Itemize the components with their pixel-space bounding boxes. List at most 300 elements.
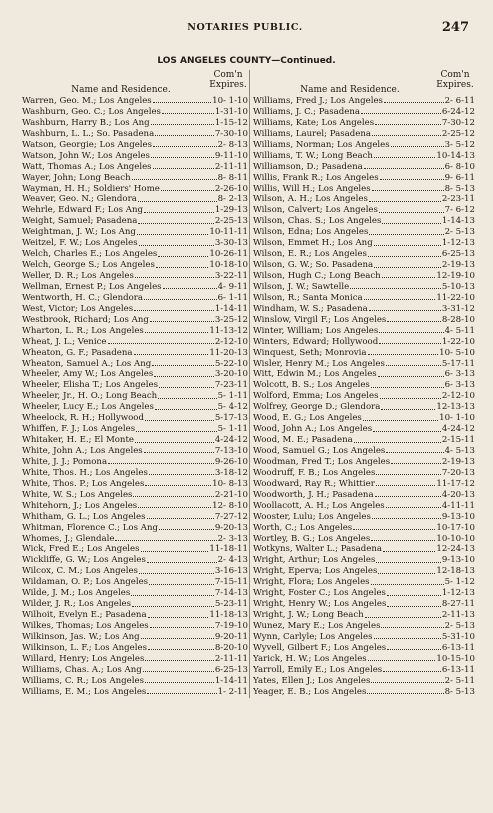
- dot-leader: [108, 460, 214, 464]
- notary-entry: [22, 107, 248, 118]
- commission-expiry-date: 10-15-10: [436, 653, 475, 664]
- commission-expiry-date: 7- 6-12: [444, 205, 475, 216]
- notary-entry: [22, 184, 248, 195]
- commission-expiry-date: 12-24-13: [436, 544, 475, 555]
- commission-expiry-date: 5-23-11: [214, 599, 248, 610]
- notary-name-residence: Whiffen, F. J.; Los Angeles: [22, 424, 136, 435]
- right-column-header: [253, 70, 475, 96]
- notary-entry: [253, 523, 475, 534]
- commission-expiry-date: 10-14-13: [436, 150, 475, 161]
- notary-entry: [253, 654, 475, 665]
- notary-name-residence: Wheaton, Samuel A.; Los Ang: [22, 358, 152, 369]
- dot-leader: [132, 176, 217, 180]
- notary-name-residence: Weight, Samuel; Pasadena: [22, 216, 138, 227]
- dot-leader: [149, 471, 214, 475]
- commission-expiry-date: 9-11-10: [214, 150, 248, 161]
- dot-leader: [156, 264, 209, 268]
- notary-entry: [253, 566, 475, 577]
- notary-name-residence: Wolcott, B. S.; Los Angeles: [253, 380, 370, 391]
- commission-expiry-date: 9-20-13: [214, 522, 248, 533]
- notary-entry: [22, 194, 248, 205]
- notary-entry: [22, 326, 248, 337]
- notary-entry: [22, 118, 248, 129]
- notary-entry: [22, 599, 248, 610]
- dot-leader: [371, 679, 443, 683]
- dot-leader: [372, 515, 441, 519]
- notary-entry: [22, 566, 248, 577]
- notary-name-residence: Worth, C.; Los Angeles: [253, 522, 353, 533]
- notary-name-residence: Wilcox, C. M.; Los Angeles: [22, 566, 138, 577]
- commission-expiry-date: 8-27-11: [441, 599, 475, 610]
- dot-leader: [132, 603, 214, 607]
- notary-entry: [253, 293, 475, 304]
- dot-leader: [386, 449, 443, 453]
- dot-leader: [136, 428, 216, 432]
- commission-expiry-date: 10-17-10: [436, 522, 475, 533]
- notary-entry: [253, 96, 475, 107]
- notary-entry: [22, 534, 248, 545]
- commission-expires-heading: Com'n Expires.: [436, 70, 474, 90]
- commission-expiry-date: 2- 8-13: [217, 139, 248, 150]
- dot-leader: [371, 537, 435, 541]
- notary-entry: [253, 643, 475, 654]
- notary-entry: [22, 162, 248, 173]
- commission-expiry-date: 1- 2-11: [217, 686, 248, 697]
- dot-leader: [138, 504, 211, 508]
- name-residence-heading: Name and Residence.: [300, 85, 400, 95]
- commission-expiry-date: 2-25-13: [214, 216, 248, 227]
- notary-name-residence: Williams, Norman; Los Angeles: [253, 139, 390, 150]
- notary-name-residence: Wilson, J. W.; Sawtelle: [253, 281, 350, 292]
- commission-expiry-date: 5- 1-12: [444, 577, 475, 588]
- commission-expiry-date: 4-24-12: [214, 435, 248, 446]
- dot-leader: [148, 646, 214, 650]
- notary-name-residence: Williams, J. C.; Pasadena: [253, 106, 360, 117]
- notary-entry: [253, 555, 475, 566]
- notary-entry: [22, 577, 248, 588]
- dot-leader: [155, 132, 214, 136]
- notary-entry: [253, 544, 475, 555]
- dot-leader: [152, 362, 214, 366]
- notary-name-residence: Whitman, Florence C.; Los Ang: [22, 522, 158, 533]
- notary-entry: [253, 610, 475, 621]
- dot-leader: [147, 559, 217, 563]
- commission-expiry-date: 6- 8-10: [444, 161, 475, 172]
- notary-entry: [22, 413, 248, 424]
- dot-leader: [368, 253, 441, 257]
- dot-leader: [369, 307, 441, 311]
- dot-leader: [134, 351, 209, 355]
- commission-expiry-date: 12-19-10: [436, 271, 475, 281]
- dot-leader: [135, 274, 214, 278]
- dot-leader: [386, 362, 441, 366]
- commission-expiry-date: 5-17-13: [214, 413, 248, 424]
- commission-expiry-date: 11-22-10: [436, 292, 475, 303]
- notary-entry: [253, 391, 475, 402]
- commission-expiry-date: 1-14-11: [214, 303, 248, 314]
- notary-name-residence: Wolford, Emma; Los Angeles: [253, 391, 379, 402]
- commission-expiry-date: 6-13-11: [441, 664, 475, 675]
- commission-expiry-date: 2-11-13: [441, 610, 475, 621]
- dot-leader: [379, 209, 444, 213]
- notary-name-residence: Willard, Henry; Los Angeles: [22, 653, 145, 664]
- commission-expires-heading: Com'n Expires.: [209, 70, 247, 90]
- dot-leader: [151, 121, 214, 125]
- notary-entry: [22, 479, 248, 490]
- dot-leader: [153, 165, 214, 169]
- dot-leader: [380, 395, 441, 399]
- notary-entry: [253, 348, 475, 359]
- notary-name-residence: Wortley, B. G.; Los Angeles: [253, 533, 371, 544]
- commission-expiry-date: 8-28-10: [441, 314, 475, 325]
- notary-name-residence: Woollacott, A. H.; Los Angeles: [253, 500, 385, 511]
- notary-name-residence: Woodward, Ray R.; Whittier: [253, 478, 375, 489]
- commission-expiry-date: 1-15-12: [214, 117, 248, 128]
- notary-entry: [22, 205, 248, 216]
- commission-expiry-date: 3-22-11: [214, 271, 248, 281]
- dot-leader: [137, 231, 208, 235]
- notary-entry: [22, 555, 248, 566]
- dot-leader: [138, 198, 217, 202]
- notary-name-residence: Yeager, E. B.; Los Angeles: [253, 686, 367, 697]
- notary-name-residence: Williams, E. M.; Los Angeles: [22, 686, 147, 697]
- dot-leader: [135, 439, 214, 443]
- notary-entry: [253, 282, 475, 293]
- notary-entry: [253, 599, 475, 610]
- dot-leader: [368, 657, 436, 661]
- dot-leader: [353, 526, 435, 530]
- commission-expiry-date: 8- 2-13: [217, 194, 248, 205]
- notary-name-residence: Winters, Edward; Hollywood: [253, 336, 379, 347]
- notary-name-residence: Watson, John W.; Los Angeles: [22, 150, 150, 161]
- dot-leader: [161, 187, 214, 191]
- notary-entry: [22, 249, 248, 260]
- notary-entry: [253, 501, 475, 512]
- dot-leader: [381, 624, 443, 628]
- notary-entry: [22, 369, 248, 380]
- notary-entry: [22, 96, 248, 107]
- notary-name-residence: Yarroll, Emily E.; Los Angeles: [253, 664, 383, 675]
- dot-leader: [155, 406, 217, 410]
- commission-expiry-date: 2-26-10: [214, 183, 248, 194]
- notary-entry: [253, 238, 475, 249]
- notary-name-residence: Weaver, Geo. N.; Glendora: [22, 194, 137, 205]
- notary-name-residence: Whitaker, H. E.; El Monte: [22, 435, 135, 446]
- notary-entry: [22, 282, 248, 293]
- notary-entry: [253, 173, 475, 184]
- notary-name-residence: Williams, Laurel; Pasadena: [253, 128, 372, 139]
- notary-entry: [22, 665, 248, 676]
- dot-leader: [143, 668, 214, 672]
- commission-expiry-date: 5-22-10: [214, 358, 248, 369]
- dot-leader: [374, 635, 441, 639]
- dot-leader: [379, 340, 441, 344]
- commission-expiry-date: 4- 5-13: [444, 446, 475, 456]
- dot-leader: [145, 417, 214, 421]
- notary-entry: [253, 665, 475, 676]
- notary-entry: [253, 129, 475, 140]
- dot-leader: [153, 99, 211, 103]
- commission-expiry-date: 10-26-11: [209, 249, 248, 260]
- commission-expiry-date: 10-18-10: [209, 260, 248, 271]
- notary-name-residence: Wisler, Henry M.; Los Angeles: [253, 358, 385, 369]
- notary-entry: [253, 326, 475, 337]
- notary-entry: [253, 216, 475, 227]
- dot-leader: [148, 614, 209, 618]
- notary-name-residence: Wilde, J. M.; Los Angeles: [22, 588, 131, 599]
- commission-expiry-date: 4-20-13: [441, 489, 475, 500]
- notary-name-residence: Wolfrey, George D.; Glendora: [253, 402, 381, 413]
- notary-name-residence: Willis, Will H.; Los Angeles: [253, 183, 371, 194]
- notary-entry: [22, 140, 248, 151]
- notary-name-residence: Wilkinson, Jas. W.; Los Ang: [22, 631, 140, 642]
- commission-expiry-date: 7-23-11: [214, 380, 248, 391]
- notary-name-residence: Winslow, Virgil F.; Los Angeles: [253, 314, 387, 325]
- notary-name-residence: White, John A.; Los Angeles: [22, 446, 143, 456]
- notary-entry: [22, 129, 248, 140]
- notary-entry: [253, 184, 475, 195]
- dot-leader: [378, 373, 444, 377]
- notary-name-residence: Wayman, H. H.; Soldiers' Home: [22, 183, 160, 194]
- commission-expiry-date: 7-19-10: [214, 621, 248, 631]
- dot-leader: [387, 603, 440, 607]
- notary-name-residence: Woodruff, F. B.; Los Angeles: [253, 467, 376, 478]
- dot-leader: [159, 384, 214, 388]
- dot-leader: [141, 548, 209, 552]
- notary-entry: [253, 512, 475, 523]
- notary-entry: [22, 490, 248, 501]
- commission-expiry-date: 12- 8-10: [212, 500, 248, 511]
- commission-expiry-date: 7-27-12: [214, 511, 248, 522]
- commission-expiry-date: 5-17-11: [441, 358, 475, 369]
- notary-name-residence: Wheaton, G. F.; Pasadena: [22, 347, 133, 358]
- left-column-header: [22, 70, 248, 96]
- name-residence-heading: Name and Residence.: [71, 85, 171, 95]
- commission-expiry-date: 5- 1-11: [217, 391, 248, 402]
- notary-name-residence: Yates, Ellen J.; Los Angeles: [253, 675, 371, 686]
- notary-entry: [22, 632, 248, 643]
- commission-expiry-date: 9- 6-11: [444, 172, 475, 183]
- notary-entry: [22, 424, 248, 435]
- notary-name-residence: Wilson, Calvert; Los Angeles: [253, 205, 378, 216]
- notary-name-residence: Welch, George S.; Los Angeles: [22, 260, 155, 271]
- notary-entry: [22, 391, 248, 402]
- dot-leader: [384, 99, 444, 103]
- notary-name-residence: Wright, J. W.; Long Beach: [253, 610, 364, 621]
- commission-expiry-date: 6-13-11: [441, 642, 475, 653]
- notary-name-residence: Williams, Fred J.; Los Angeles: [253, 96, 383, 106]
- notary-name-residence: Wheeler, Jr., H. O.; Long Beach: [22, 391, 158, 402]
- dot-leader: [144, 449, 214, 453]
- dot-leader: [379, 329, 443, 333]
- dot-leader: [367, 690, 443, 694]
- commission-expiry-date: 10- 1-10: [439, 413, 475, 424]
- notary-entry: [22, 151, 248, 162]
- notary-name-residence: Watt, Thomas A.; Los Angeles: [22, 161, 152, 172]
- commission-expiry-date: 3-18-12: [214, 467, 248, 478]
- dot-leader: [108, 340, 214, 344]
- right-column: [249, 70, 475, 698]
- dot-leader: [147, 690, 216, 694]
- dot-leader: [368, 351, 439, 355]
- dot-leader: [372, 187, 444, 191]
- dot-leader: [354, 439, 441, 443]
- dot-leader: [371, 384, 444, 388]
- notary-name-residence: Wilkes, Thomas; Los Angeles: [22, 621, 149, 631]
- notary-name-residence: Wheelock, R. H.; Hollywood: [22, 413, 144, 424]
- dot-leader: [386, 504, 441, 508]
- notary-entry: [22, 216, 248, 227]
- commission-expiry-date: 7-14-13: [214, 588, 248, 599]
- commission-expiry-date: 3-30-13: [214, 238, 248, 249]
- commission-expiry-date: 2- 5-13: [444, 227, 475, 238]
- commission-expiry-date: 7-30-10: [214, 128, 248, 139]
- commission-expiry-date: 1-14-11: [214, 675, 248, 686]
- notary-entry: [22, 293, 248, 304]
- dot-leader: [387, 592, 441, 596]
- commission-expiry-date: 11-18-13: [209, 610, 248, 621]
- commission-expiry-date: 8- 5-13: [444, 686, 475, 697]
- notary-entry: [253, 162, 475, 173]
- notary-entry: [253, 588, 475, 599]
- notary-name-residence: Winter, William; Los Angeles: [253, 325, 379, 336]
- commission-expiry-date: 2-19-13: [441, 260, 475, 271]
- notary-name-residence: Wilson, Edna; Los Angeles: [253, 227, 369, 238]
- notary-name-residence: White, Thos. P.; Los Angeles: [22, 478, 145, 489]
- notary-entry: [22, 435, 248, 446]
- notary-entry: [22, 359, 248, 370]
- dot-leader: [376, 482, 436, 486]
- notary-entry: [22, 315, 248, 326]
- notary-name-residence: Wharton, L. R.; Los Angeles: [22, 325, 144, 336]
- commission-expiry-date: 2- 6-11: [444, 96, 475, 106]
- notary-entry: [253, 676, 475, 687]
- notary-name-residence: Whitehorn, J.; Los Angeles: [22, 500, 138, 511]
- dot-leader: [365, 614, 441, 618]
- notary-name-residence: Woodman, Fred T.; Los Angeles: [253, 456, 391, 467]
- dot-leader: [151, 154, 214, 158]
- dot-leader: [376, 559, 440, 563]
- notary-entry: [253, 413, 475, 424]
- notary-name-residence: Wheeler, Lucy E.; Los Angeles: [22, 402, 154, 413]
- dot-leader: [383, 548, 435, 552]
- notary-name-residence: Winquest, Seth; Monrovia: [253, 347, 367, 358]
- notary-entry: [22, 610, 248, 621]
- notary-entry: [22, 173, 248, 184]
- notary-entry: [253, 260, 475, 271]
- dot-leader: [364, 296, 436, 300]
- notary-name-residence: Wheat, J. L.; Venice: [22, 336, 107, 347]
- notary-name-residence: Wentworth, H. C.; Glendora: [22, 292, 144, 303]
- dot-leader: [131, 592, 214, 596]
- dot-leader: [363, 417, 438, 421]
- notary-name-residence: Wilder, J. R.; Los Angeles: [22, 599, 132, 610]
- notary-entry: [22, 468, 248, 479]
- notary-name-residence: Wright, Henry W.; Los Angeles: [253, 599, 387, 610]
- dot-leader: [387, 646, 441, 650]
- notary-entry: [22, 227, 248, 238]
- commission-expiry-date: 2-19-13: [441, 456, 475, 467]
- notary-entry: [22, 512, 248, 523]
- notary-name-residence: Warren, Geo. M.; Los Angeles: [22, 96, 152, 106]
- notary-name-residence: Whitham, G. L.; Los Angeles: [22, 511, 146, 522]
- commission-expiry-date: 1-22-10: [441, 336, 475, 347]
- dot-leader: [375, 493, 441, 497]
- notary-entry: [253, 315, 475, 326]
- commission-expiry-date: 2-12-10: [214, 336, 248, 347]
- notary-name-residence: Wood, John A.; Los Angeles: [253, 424, 373, 435]
- dot-leader: [383, 668, 441, 672]
- notary-name-residence: Wilson, E. R.; Los Angeles: [253, 249, 367, 260]
- notary-entry: [253, 577, 475, 588]
- notary-name-residence: Williams, Chas. A.; Los Ang: [22, 664, 142, 675]
- dot-leader: [158, 395, 216, 399]
- commission-expiry-date: 10- 5-10: [439, 347, 475, 358]
- notary-name-residence: Wilson, A. H.; Los Angeles: [253, 194, 368, 205]
- dot-leader: [139, 570, 214, 574]
- commission-expiry-date: 4- 5-11: [444, 325, 475, 336]
- dot-leader: [138, 220, 213, 224]
- notary-name-residence: Wilson, Emmet H.; Los Ang: [253, 238, 373, 249]
- commission-expiry-date: 11-20-13: [209, 347, 248, 358]
- commission-expiry-date: 6-25-13: [214, 664, 248, 675]
- notary-name-residence: Wynn, Carlyle; Los Angeles: [253, 631, 373, 642]
- notary-entry: [22, 260, 248, 271]
- dot-leader: [391, 460, 441, 464]
- notary-entry: [253, 479, 475, 490]
- notary-entry: [253, 140, 475, 151]
- commission-expiry-date: 3-31-12: [441, 303, 475, 314]
- dot-leader: [372, 132, 441, 136]
- notary-name-residence: Wright, Foster C.; Los Angeles: [253, 588, 386, 599]
- dot-leader: [163, 285, 217, 289]
- commission-expiry-date: 8- 8-11: [217, 172, 248, 183]
- notary-name-residence: Wick, Fred E.; Los Angeles: [22, 544, 140, 555]
- dot-leader: [144, 296, 217, 300]
- dot-leader: [153, 143, 217, 147]
- commission-expiry-date: 6-25-13: [441, 249, 475, 260]
- commission-expiry-date: 5-31-10: [441, 631, 475, 642]
- notary-name-residence: Williamson, D.; Pasadena: [253, 161, 363, 172]
- commission-expiry-date: 2-15-11: [441, 435, 475, 446]
- dot-leader: [364, 165, 444, 169]
- commission-expiry-date: 10- 1-10: [212, 96, 248, 106]
- commission-expiry-date: 2- 3-13: [217, 533, 248, 544]
- commission-expiry-date: 11-13-12: [209, 325, 248, 336]
- notary-name-residence: Wright, Eperva; Los Angeles: [253, 566, 378, 577]
- notary-entry: [22, 687, 248, 698]
- notary-name-residence: Wayer, John; Long Beach: [22, 172, 131, 183]
- dot-leader: [141, 635, 214, 639]
- running-title: NOTARIES PUBLIC.: [187, 22, 303, 33]
- commission-expiry-date: 8- 5-13: [444, 183, 475, 194]
- dot-leader: [391, 143, 444, 147]
- notary-entry: [253, 271, 475, 282]
- dot-leader: [375, 121, 441, 125]
- commission-expiry-date: 3- 5-12: [444, 139, 475, 150]
- notary-name-residence: Williams, Kate; Los Angeles: [253, 117, 375, 128]
- notary-name-residence: Whomes, J.; Glendale: [22, 533, 115, 544]
- notary-name-residence: Washburn, Geo. C.; Los Angeles: [22, 106, 161, 117]
- notary-entry: [253, 359, 475, 370]
- notary-entry: [253, 118, 475, 129]
- dot-leader: [150, 624, 214, 628]
- notary-entry: [22, 544, 248, 555]
- dot-leader: [374, 242, 441, 246]
- commission-expiry-date: 1-14-13: [441, 216, 475, 227]
- commission-expiry-date: 7-20-13: [441, 467, 475, 478]
- dot-leader: [139, 242, 214, 246]
